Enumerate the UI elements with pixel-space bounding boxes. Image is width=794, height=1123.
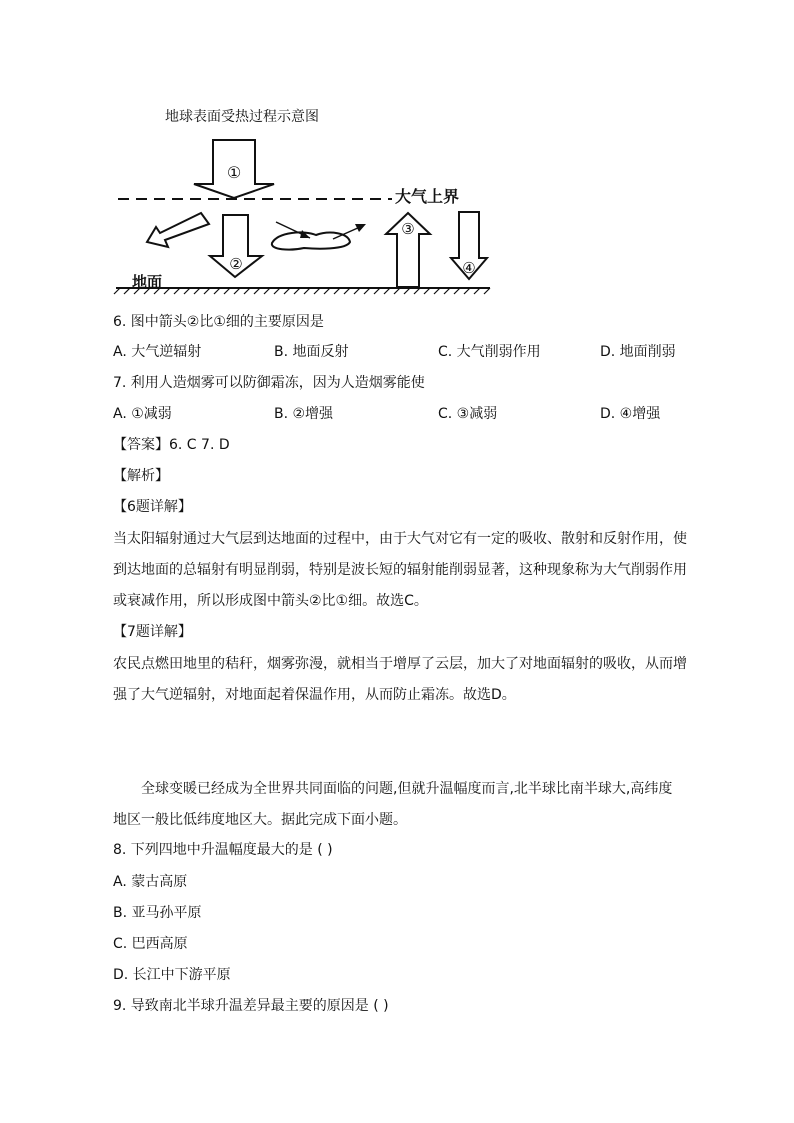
- arrow-2-label: ②: [229, 255, 243, 273]
- q6-option-b: B. 地面反射: [274, 344, 349, 360]
- arrow-1-label: ①: [226, 163, 242, 182]
- q7-stem: 7. 利用人造烟雾可以防御霜冻，因为人造烟雾能使: [113, 375, 425, 391]
- q7-option-d: D. ④增强: [600, 406, 661, 422]
- q9-stem: 9. 导致南北半球升温差异最主要的原因是 ( ): [113, 998, 389, 1014]
- q7-option-a: A. ①减弱: [113, 406, 172, 422]
- q8-option-b: B. 亚马孙平原: [113, 905, 202, 921]
- q6-option-c: C. 大气削弱作用: [438, 344, 541, 360]
- reflected-arrow: [147, 213, 209, 247]
- analysis-label: 【解析】: [113, 468, 169, 484]
- arrow-4-label: ④: [462, 259, 476, 277]
- q7-detail-label: 【7题详解】: [113, 624, 192, 640]
- diagram-title: 地球表面受热过程示意图: [165, 109, 319, 125]
- q8-option-c: C. 巴西高原: [113, 936, 188, 952]
- q6-detail-text: 当太阳辐射通过大气层到达地面的过程中，由于大气对它有一定的吸收、散射和反射作用，使到达地面的总辐射有明显削弱，特别是波长短的辐射能削弱显著，这种现象称为大气削弱作用或衰减作用，所以形成图中箭头②比①细。故选C。: [113, 531, 687, 609]
- q8-stem: 8. 下列四地中升温幅度最大的是 ( ): [113, 842, 333, 858]
- q6-stem: 6. 图中箭头②比①细的主要原因是: [113, 314, 324, 330]
- q6-option-a: A. 大气逆辐射: [113, 344, 202, 360]
- q7-option-b: B. ②增强: [274, 406, 334, 422]
- atmosphere-top-label: 大气上界: [395, 187, 460, 206]
- q6-detail-label: 【6题详解】: [113, 499, 192, 515]
- q8-option-d: D. 长江中下游平原: [113, 967, 231, 983]
- q8-option-a: A. 蒙古高原: [113, 874, 188, 890]
- answer-line: 【答案】6. C 7. D: [113, 437, 230, 453]
- q6-option-d: D. 地面削弱: [600, 344, 676, 360]
- q7-detail-text: 农民点燃田地里的秸秆，烟雾弥漫，就相当于增厚了云层，加大了对地面辐射的吸收，从而增强了大气逆辐射，对地面起着保温作用，从而防止霜冻。故选D。: [113, 656, 687, 703]
- q7-option-c: C. ③减弱: [438, 406, 498, 422]
- cloud-shape: [272, 232, 350, 249]
- ground-label: 地面: [132, 273, 163, 291]
- intro-paragraph: 全球变暖已经成为全世界共同面临的问题,但就升温幅度而言,北半球比南半球大,高纬度地区一般比低纬度地区大。据此完成下面小题。: [113, 781, 673, 828]
- arrow-3-label: ③: [401, 220, 415, 238]
- heating-process-diagram: [0, 0, 794, 300]
